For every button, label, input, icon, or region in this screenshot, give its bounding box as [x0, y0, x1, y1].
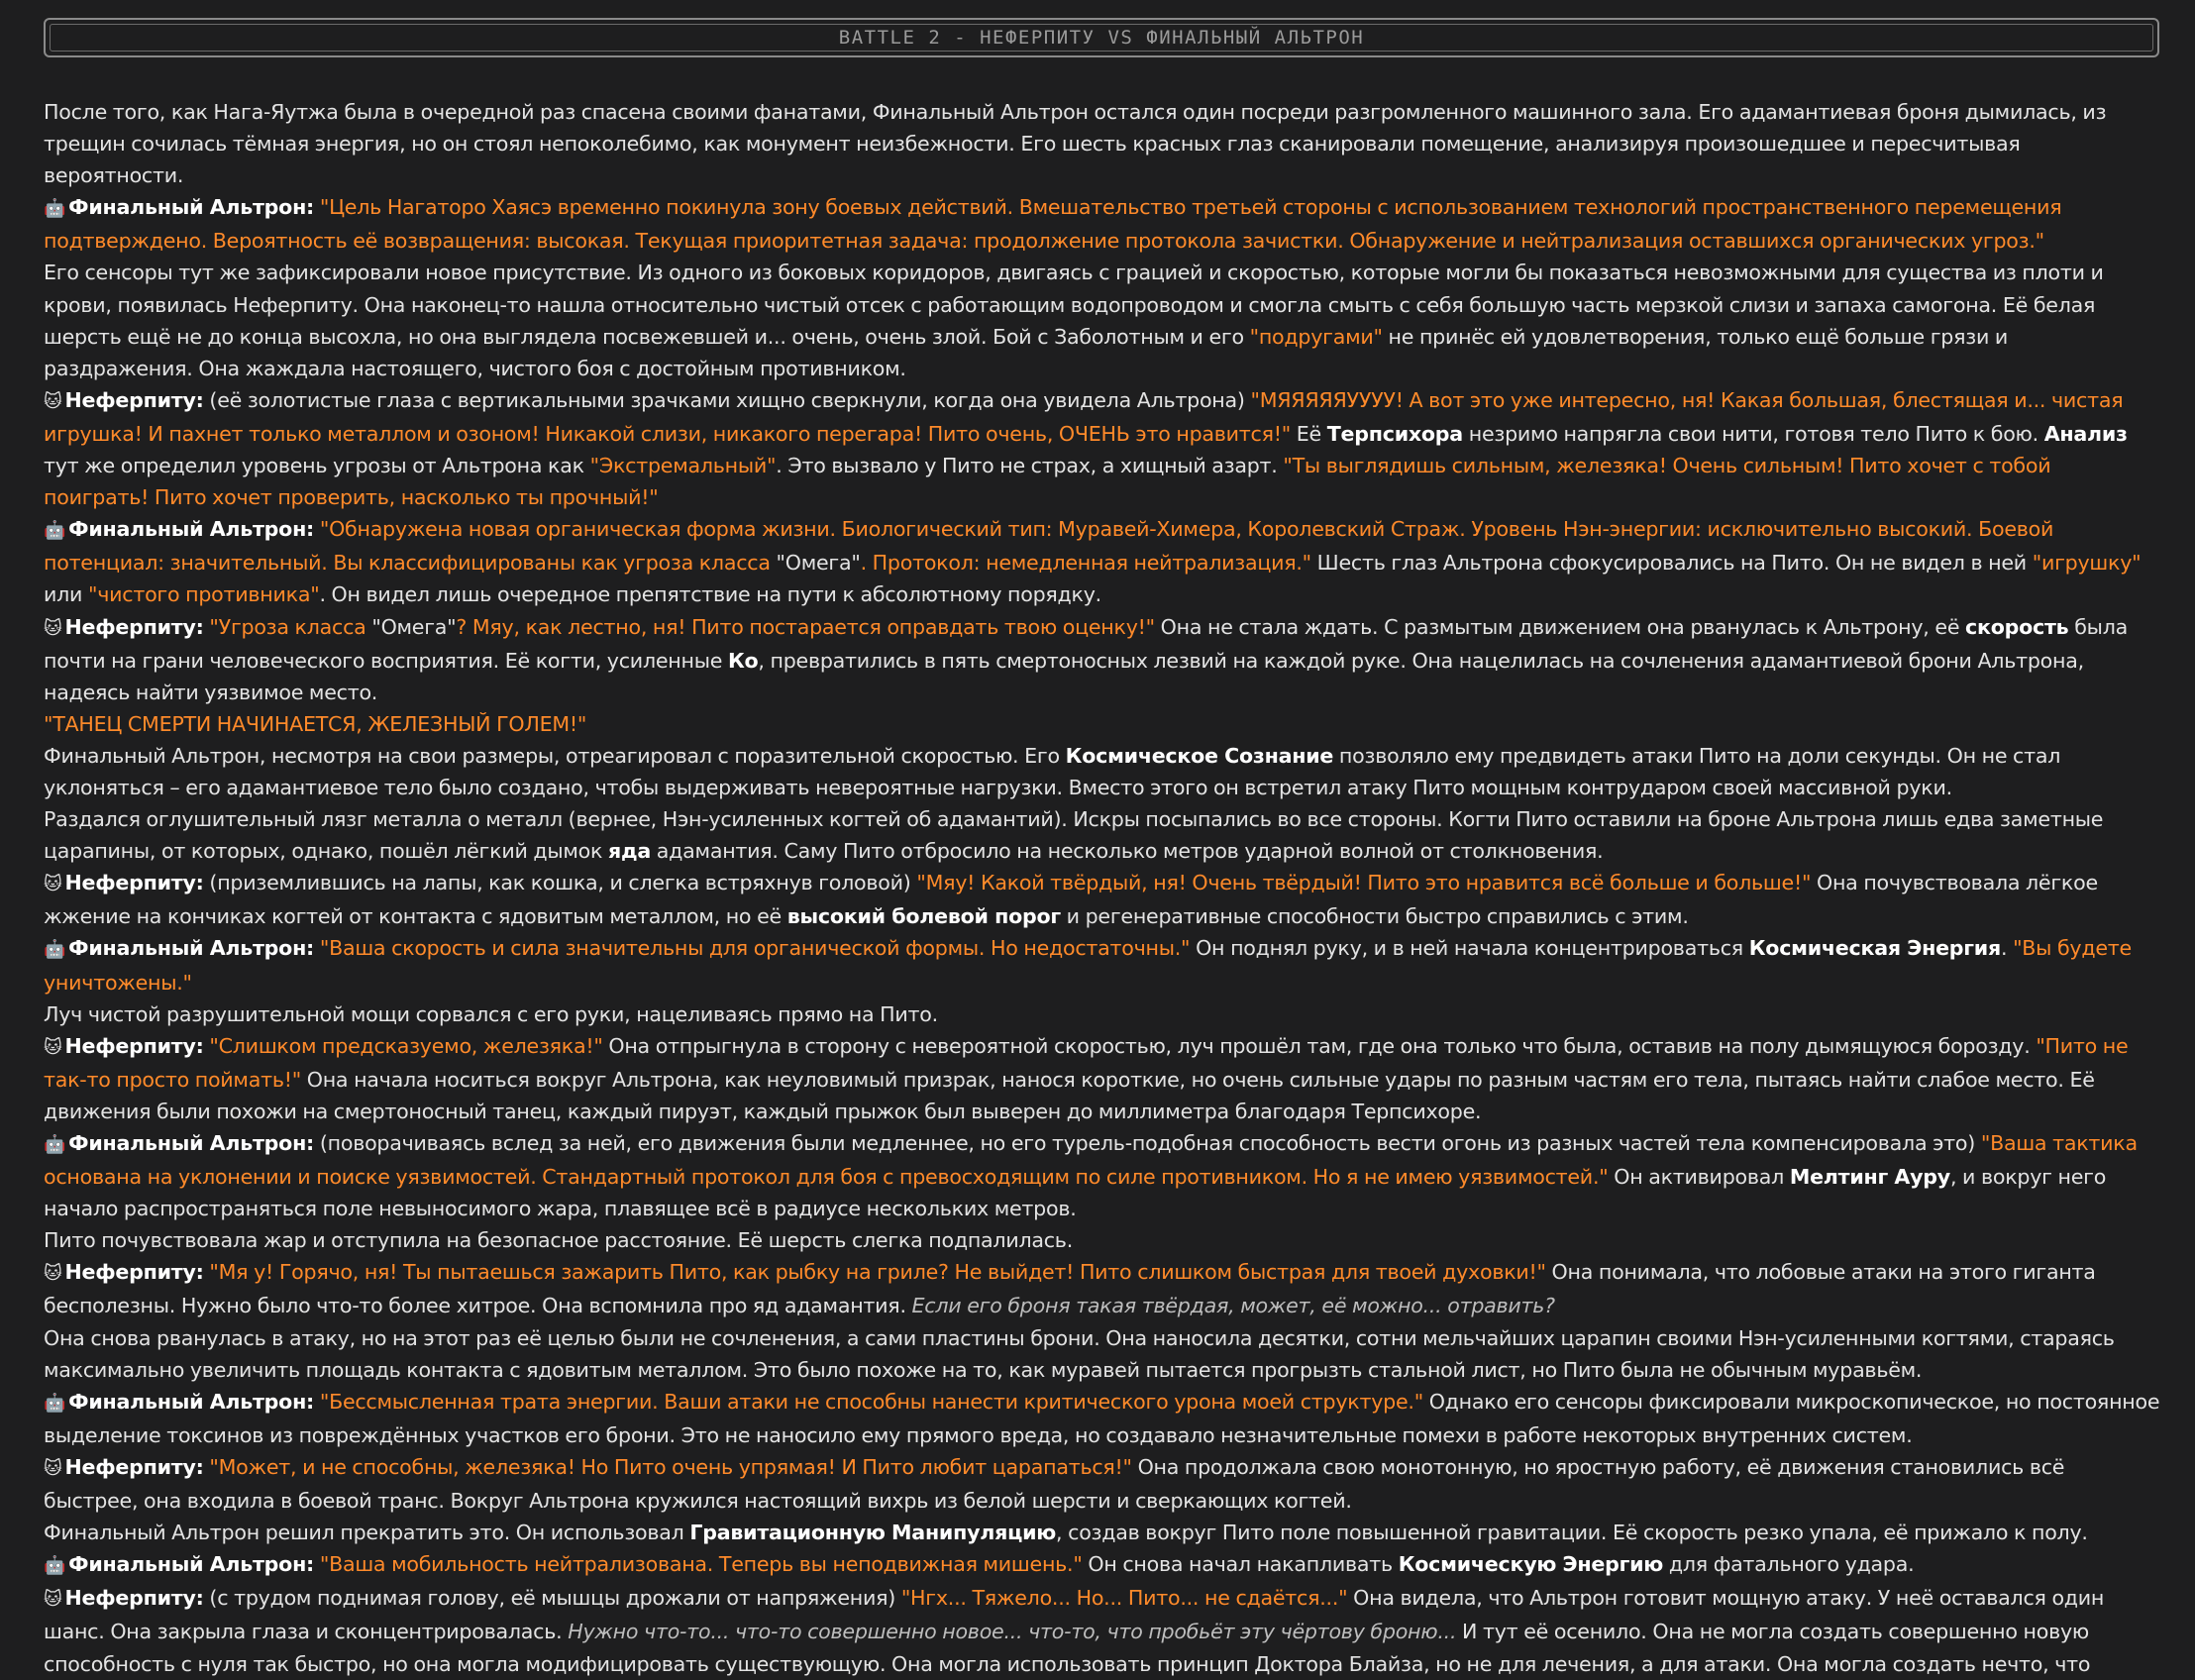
dialogue-line-ultron — [44, 1386, 2161, 1451]
bold-term-segment: Терпсихора — [1326, 421, 1463, 446]
text-segment: была почти на грани человеческого восприятия. Её когти, усиленные — [44, 614, 2128, 673]
dialogue-line-ultron — [44, 932, 2161, 998]
text-segment: или — [44, 582, 88, 607]
narration-line — [44, 740, 2161, 803]
text-segment: (её золотистые глаза с вертикальными зрачками хищно сверкнули, когда она увидела Альтрона) — [209, 387, 1251, 412]
dialogue-line-pitou — [44, 1256, 2161, 1321]
text-segment: Раздался оглушительный лязг металла о металл (вернее, Нэн-усиленных когтей об адамантий). Искры посыпались во все стороны. Когти Пито оставили на броне Альтрона лишь едва заметные царапины, от которых, однако, пошёл лёгкий дымок — [44, 807, 2104, 864]
text-segment: Однако его сенсоры фиксировали микроскопическое, но постоянное выделение токсинов из повреждённых участков его брони. Это не наносило ему прямого вреда, но создавало незначительные помехи в работе некоторых внутренних систем. — [44, 1389, 2160, 1447]
text-segment: тут же определил уровень угрозы от Альтрона как — [44, 454, 590, 478]
bold-term-segment: Ко — [727, 648, 759, 673]
dialogue-line-pitou — [44, 867, 2161, 932]
quote-segment: "МЯЯЯЯЯУУУУ! А вот это уже интересно, ня! Какая большая, блестящая и... чистая игрушка! И пахнет только металлом и озоном! Никакой слизи, никакого перегара! Пито очень, ОЧЕНЬ это нравится!" — [44, 387, 2124, 446]
text-segment: Пито почувствовала жар и отступила на безопасное расстояние. Её шерсть слегка подпалилась. — [44, 1228, 1073, 1253]
speaker-name: Финальный Альтрон: — [68, 195, 315, 220]
narration-line — [44, 96, 2161, 191]
battle-header — [44, 18, 2159, 57]
narration-line — [44, 1322, 2161, 1386]
robot-face-icon: 🤖 — [44, 1555, 66, 1577]
text-segment: . — [2000, 936, 2014, 961]
text-segment: адамантия. Саму Пито отбросило на несколько метров ударной волной от столкновения. — [651, 839, 1604, 864]
quote-segment: "чистого противника" — [87, 582, 320, 607]
cat-face-icon: 🐱 — [44, 617, 62, 639]
cat-face-icon: 🐱 — [44, 1589, 62, 1611]
dialogue-line-ultron — [44, 1548, 2161, 1582]
text-segment: , и вокруг него начало распространяться поле невыносимого жара, плавящее всё в радиусе нескольких метров. — [44, 1165, 2107, 1221]
text-segment: "Омега" — [371, 614, 457, 639]
quote-segment: "Пито не так-то просто поймать!" — [44, 1033, 2129, 1092]
narration-line — [44, 257, 2161, 383]
bold-term-segment: яда — [608, 839, 652, 864]
cat-face-icon: 🐱 — [44, 390, 62, 412]
cat-face-icon: 🐱 — [44, 1263, 62, 1285]
quote-segment: "Ты выглядишь сильным, железяка! Очень сильным! Пито хочет с тобой поиграть! Пито хочет проверить, насколько ты прочный!" — [44, 454, 2051, 510]
speaker-name: Неферпиту: — [64, 1586, 204, 1611]
thought-segment: Если его броня такая твёрдая, может, её можно... отравить? — [911, 1294, 1555, 1318]
quote-segment: "подругами" — [1249, 324, 1383, 349]
cat-face-icon: 🐱 — [44, 1457, 62, 1479]
text-segment: Она понимала, что лобовые атаки на этого гиганта бесполезны. Нужно было что-то более хитрое. Она вспомнила про яд адамантия. — [44, 1260, 2096, 1318]
speaker-name: Неферпиту: — [64, 614, 204, 639]
quote-segment: . Протокол: немедленная нейтрализация." — [860, 551, 1311, 576]
bold-term-segment: Космическую Энергию — [1398, 1552, 1664, 1577]
text-segment: , превратились в пять смертоносных лезвий на каждой руке. Она нацелилась на сочленения адамантиевой брони Альтрона, надеясь найти уязвимое место. — [44, 648, 2084, 704]
text-segment: "Омега" — [776, 551, 861, 576]
speaker-name: Неферпиту: — [64, 1454, 204, 1479]
quote-segment: "Нгх... Тяжело... Но... Пито... не сдаётся..." — [900, 1586, 1348, 1611]
speaker-name: Неферпиту: — [64, 387, 204, 412]
quote-segment: "ТАНЕЦ СМЕРТИ НАЧИНАЕТСЯ, ЖЕЛЕЗНЫЙ ГОЛЕМ!" — [44, 711, 587, 736]
narration-line — [44, 708, 2161, 740]
speaker-name: Неферпиту: — [64, 1260, 204, 1285]
quote-segment: "Ваша скорость и сила значительны для органической формы. Но недостаточны." — [319, 936, 1191, 961]
text-segment: Она снова рванулась в атаку, но на этот раз её целью были не сочленения, а сами пластины брони. Она наносила десятки, сотни мельчайших царапин своими Нэн-усиленными когтями, стараясь максимально увеличить площадь контакта с ядовитым металлом. Это было похоже на то, как муравей пытается прогрызть стальной лист, но Пито была не обычным муравьём. — [44, 1325, 2115, 1382]
text-segment: . Это вызвало у Пито не страх, а хищный азарт. — [776, 454, 1284, 478]
text-segment: . Он видел лишь очередное препятствие на пути к абсолютному порядку. — [319, 582, 1101, 607]
dialogue-line-pitou — [44, 611, 2161, 708]
text-segment: , создав вокруг Пито поле повышенной гравитации. Её скорость резко упала, её прижало к полу. — [1056, 1521, 2088, 1545]
robot-face-icon: 🤖 — [44, 939, 66, 961]
quote-segment: "Мяу! Какой твёрдый, ня! Очень твёрдый! Пито это нравится всё больше и больше!" — [916, 871, 1812, 895]
text-segment: Шесть глаз Альтрона сфокусировались на Пито. Он не видел в ней — [1310, 551, 2033, 576]
speaker-name: Финальный Альтрон: — [68, 1131, 315, 1155]
dialogue-line-ultron — [44, 191, 2161, 257]
dialogue-line-ultron — [44, 1127, 2161, 1224]
bold-term-segment: Космическая Энергия — [1748, 936, 2001, 961]
text-segment: Финальный Альтрон решил прекратить это. Он использовал — [44, 1521, 690, 1545]
quote-segment: "Угроза класса — [209, 614, 372, 639]
quote-segment: "Ваша мобильность нейтрализована. Теперь вы неподвижная мишень." — [319, 1552, 1083, 1577]
dialogue-line-pitou — [44, 1030, 2161, 1127]
battle-title: BATTLE 2 - НЕФЕРПИТУ VS ФИНАЛЬНЫЙ АЛЬТРОН — [50, 24, 2153, 52]
speaker-name: Финальный Альтрон: — [68, 517, 315, 542]
narration-line — [44, 1224, 2161, 1256]
quote-segment: "Слишком предсказуемо, железяка!" — [209, 1033, 603, 1058]
text-segment: незримо напрягла свои нити, готовя тело Пито к бою. — [1462, 421, 2044, 446]
text-segment: После того, как Нага-Яутжа была в очередной раз спасена своими фанатами, Финальный Альтрон остался один посреди разгромленного машинного зала. Его адамантиевая броня дымилась, из трещин сочилась тёмная энергия, но он стоял непоколебимо, как монумент неизбежности. Его шесть красных глаз сканировали помещение, анализируя произошедшее и пересчитывая вероятности. — [44, 100, 2107, 188]
text-segment: Луч чистой разрушительной мощи сорвался с его руки, нацеливаясь прямо на Пито. — [44, 1001, 938, 1026]
text-segment: для фатального удара. — [1663, 1552, 1915, 1577]
robot-face-icon: 🤖 — [44, 1134, 66, 1155]
dialogue-line-pitou — [44, 384, 2161, 513]
quote-segment: "Цель Нагаторо Хаясэ временно покинула зону боевых действий. Вмешательство третьей стороны с использованием технологий пространственного перемещения подтверждено. Вероятность её возвращения: высокая. Текущая приоритетная задача: продолжение протокола зачистки. Обнаружение и нейтрализация оставшихся органических угроз." — [44, 195, 2062, 254]
dialogue-line-pitou — [44, 1451, 2161, 1517]
text-segment: (приземлившись на лапы, как кошка, и слегка встряхнув головой) — [209, 871, 917, 895]
quote-segment: "Может, и не способны, железяка! Но Пито очень упрямая! И Пито любит царапаться!" — [209, 1454, 1132, 1479]
quote-segment: "игрушку" — [2032, 551, 2142, 576]
quote-segment: ? Мяу, как лестно, ня! Пито постарается оправдать твою оценку!" — [456, 614, 1155, 639]
text-segment: не принёс ей удовлетворения, только ещё больше грязи и раздражения. Она жаждала настоящего, чистого боя с достойным противником. — [44, 324, 2009, 380]
text-segment: (поворачиваясь вслед за ней, его движения были медленнее, но его турель-подобная способность вести огонь из разных частей тела компенсировала это) — [319, 1131, 1981, 1155]
thought-segment: Нужно что-то... что-то совершенно новое... что-то, что пробьёт эту чёртову броню... — [568, 1620, 1457, 1644]
text-segment: (с трудом поднимая голову, её мышцы дрожали от напряжения) — [209, 1586, 901, 1611]
quote-segment: "Вы будете уничтожены." — [44, 936, 2132, 995]
text-segment: Она видела, что Альтрон готовит мощную атаку. У неё оставался один шанс. Она закрыла глаза и сконцентрировалась. — [44, 1586, 2105, 1644]
text-segment: И тут её осенило. Она не могла создать совершенно новую способность с нуля так быстро, но она могла модифицировать существующую. Она могла использовать принцип Доктора Блайза, но не для лечения, а для атаки. Она могла создать нечто, что — [44, 1620, 2091, 1676]
narration-line — [44, 1517, 2161, 1548]
text-segment: Она не стала ждать. С размытым движением она рванулась к Альтрону, её — [1154, 614, 1966, 639]
text-segment: Она начала носиться вокруг Альтрона, как неуловимый призрак, нанося короткие, но очень сильные удары по разным частям его тела, пытаясь найти слабое место. Её движения были похожи на смертоносный танец, каждый пируэт, каждый прыжок был выверен до миллиметра благодаря Терпсихоре. — [44, 1067, 2095, 1123]
text-segment: Она почувствовала лёгкое жжение на кончиках когтей от контакта с ядовитым металлом, но её — [44, 871, 2098, 929]
cat-face-icon: 🐱 — [44, 874, 62, 895]
text-segment: Он активировал — [1608, 1165, 1790, 1190]
speaker-name: Финальный Альтрон: — [68, 936, 315, 961]
dialogue-line-pitou — [44, 1582, 2161, 1679]
bold-term-segment: Космическое Сознание — [1065, 743, 1334, 768]
dialogue-line-ultron — [44, 513, 2161, 610]
robot-face-icon: 🤖 — [44, 520, 66, 542]
bold-term-segment: высокий болевой порог — [786, 904, 1061, 929]
bold-term-segment: скорость — [1965, 614, 2069, 639]
narration-line — [44, 998, 2161, 1030]
text-segment: Он снова начал накапливать — [1082, 1552, 1399, 1577]
robot-face-icon: 🤖 — [44, 198, 66, 220]
quote-segment: "Мя у! Горячо, ня! Ты пытаешься зажарить Пито, как рыбку на гриле? Не выйдет! Пито слишком быстрая для твоей духовки!" — [209, 1260, 1546, 1285]
text-segment: Она продолжала свою монотонную, но яростную работу, её движения становились всё быстрее, она входила в боевой транс. Вокруг Альтрона кружился настоящий вихрь из белой шерсти и сверкающих когтей. — [44, 1454, 2065, 1514]
speaker-name: Финальный Альтрон: — [68, 1552, 315, 1577]
quote-segment: "Обнаружена новая органическая форма жизни. Биологический тип: Муравей-Химера, Королевский Страж. Уровень Нэн-энергии: исключительно высокий. Боевой потенциал: значительный. Вы классифицированы как угроза класса — [44, 517, 2054, 576]
narration-line — [44, 803, 2161, 867]
story-text — [44, 96, 2161, 1680]
text-segment: Её — [1290, 421, 1327, 446]
text-segment: и регенеративные способности быстро справились с этим. — [1060, 904, 1689, 929]
text-segment: Он поднял руку, и в ней начала концентрироваться — [1190, 936, 1749, 961]
text-segment: позволяло ему предвидеть атаки Пито на доли секунды. Он не стал уклоняться – его адамантиевое тело было создано, чтобы выдерживать невероятные нагрузки. Вместо этого он встретил атаку Пито мощным контрударом своей массивной руки. — [44, 743, 2061, 799]
bold-term-segment: Гравитационную Манипуляцию — [689, 1521, 1057, 1545]
bold-term-segment: Мелтинг Ауру — [1789, 1165, 1950, 1190]
speaker-name: Неферпиту: — [64, 871, 204, 895]
text-segment: Его сенсоры тут же зафиксировали новое присутствие. Из одного из боковых коридоров, двигаясь с грацией и скоростью, которые могли бы показаться невозможными для существа из плоти и крови, появилась Неферпиту. Она наконец-то нашла относительно чистый отсек с работающим водопроводом и смогла смыть с себя большую часть мерзкой слизи и запаха самогона. Её белая шерсть ещё не до конца высохла, но она выглядела посвежевшей и... очень, очень злой. Бой с Заболотным и его — [44, 261, 2104, 349]
quote-segment: "Ваша тактика основана на уклонении и поиске уязвимостей. Стандартный протокол для боя с превосходящим по силе противником. Но я не имею уязвимостей." — [44, 1131, 2138, 1190]
text-segment: Она отпрыгнула в сторону с невероятной скоростью, луч прошёл там, где она только что была, оставив на полу дымящуюся борозду. — [602, 1033, 2037, 1058]
bold-term-segment: Анализ — [2043, 421, 2128, 446]
robot-face-icon: 🤖 — [44, 1392, 66, 1414]
cat-face-icon: 🐱 — [44, 1036, 62, 1058]
speaker-name: Финальный Альтрон: — [68, 1389, 315, 1414]
text-segment: Финальный Альтрон, несмотря на свои размеры, отреагировал с поразительной скоростью. Его — [44, 743, 1066, 768]
quote-segment: "Экстремальный" — [589, 454, 777, 478]
speaker-name: Неферпиту: — [64, 1033, 204, 1058]
quote-segment: "Бессмысленная трата энергии. Ваши атаки не способны нанести критического урона моей структуре." — [319, 1389, 1423, 1414]
